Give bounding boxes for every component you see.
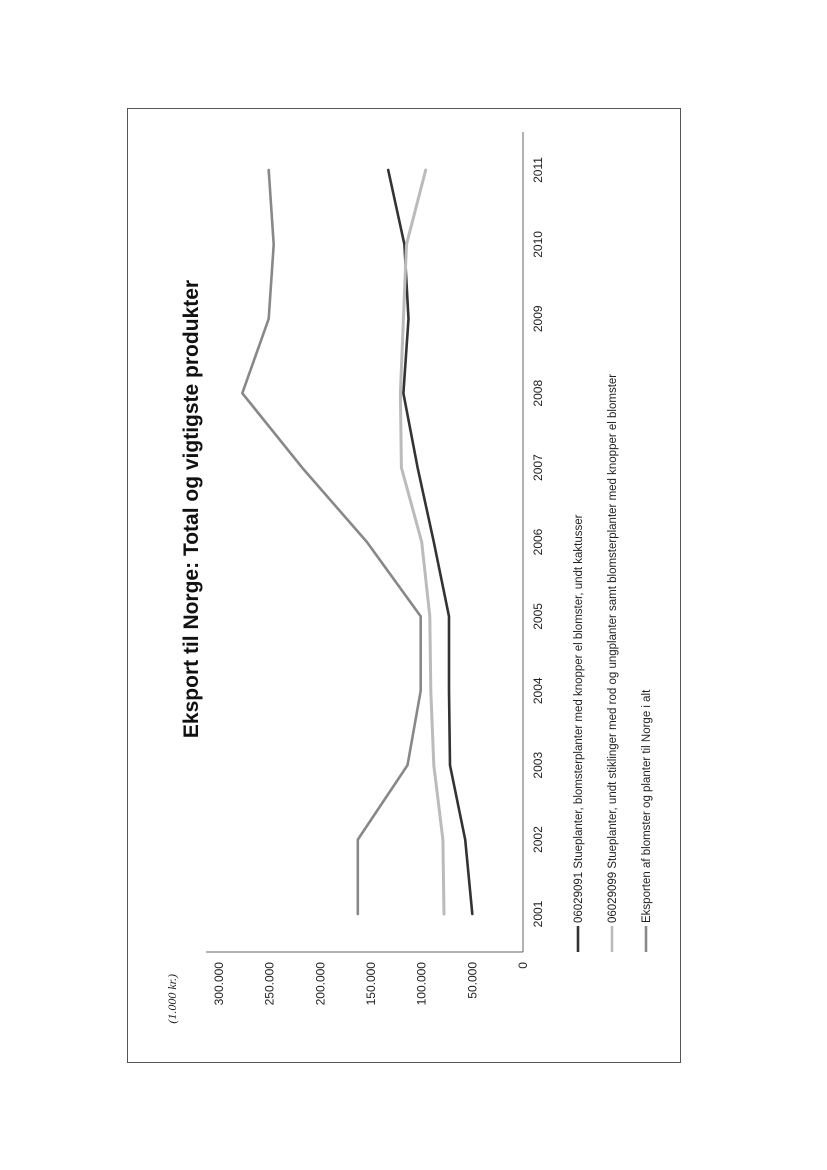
x-tick-label: 2003 (531, 751, 545, 779)
x-tick-label: 2004 (531, 677, 545, 705)
legend-label: 06029099 Stueplanter, undt stiklinger med rod og ungplanter samt blomsterplanter med knopper el blomster (607, 373, 619, 923)
y-tick-label: 200.000 (313, 962, 328, 1006)
x-tick-label: 2009 (531, 305, 545, 333)
y-tick-label: 0 (516, 962, 530, 969)
x-tick-label: 2011 (531, 157, 545, 183)
x-tick-label: 2002 (531, 826, 545, 853)
legend (573, 374, 653, 952)
line-chart (128, 109, 682, 1064)
unit-label: (1.000 kr.) (165, 974, 179, 1024)
x-axis (531, 157, 545, 928)
y-tick-label: 50.000 (465, 962, 480, 999)
legend-item-1 (573, 514, 585, 952)
chart-title: Eksport til Norge: Total og vigtigste produkter (180, 279, 203, 739)
y-axis (212, 962, 530, 1006)
legend-label: Eksporten af blomster og planter til Norge i alt (641, 689, 653, 923)
x-tick-label: 2005 (531, 603, 545, 630)
y-tick-label: 300.000 (212, 962, 226, 1006)
series-lines (242, 170, 472, 914)
x-tick-label: 2010 (531, 231, 545, 258)
x-tick-label: 2006 (531, 528, 545, 556)
legend-item-3 (641, 689, 653, 952)
x-tick-label: 2007 (531, 454, 545, 481)
x-tick-label: 2001 (531, 900, 545, 928)
series-line-3 (242, 170, 420, 914)
y-tick-label: 150.000 (364, 962, 378, 1006)
legend-label: 06029091 Stueplanter, blomsterplanter med knopper el blomster, undt kaktusser (573, 514, 585, 923)
x-tick-label: 2008 (531, 379, 545, 407)
legend-item-2 (607, 374, 619, 952)
series-line-1 (388, 170, 472, 914)
chart-frame (127, 108, 681, 1063)
y-tick-label: 100.000 (414, 962, 429, 1006)
y-tick-label: 250.000 (262, 962, 277, 1006)
